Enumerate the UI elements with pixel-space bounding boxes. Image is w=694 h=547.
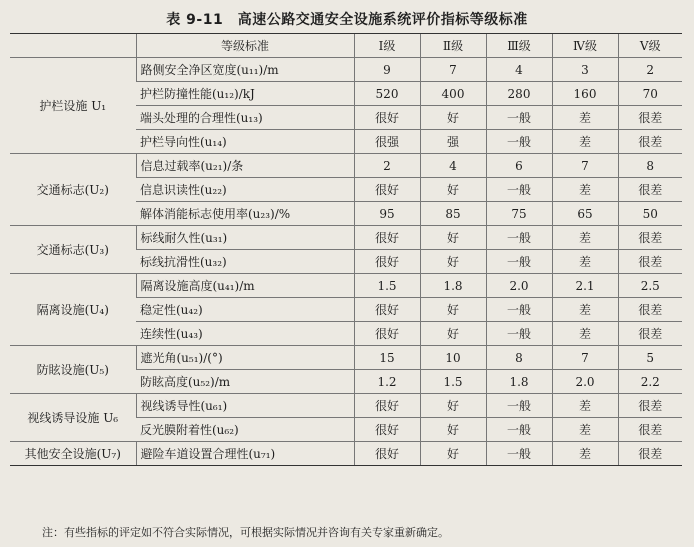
grade-1-value-cell: 很好 xyxy=(354,322,420,346)
grade-4-value-cell: 差 xyxy=(552,130,618,154)
grade-2-value-cell: 好 xyxy=(420,106,486,130)
table-row xyxy=(10,442,682,466)
grade-2-value-cell: 好 xyxy=(420,250,486,274)
grade-2-value-cell: 1.5 xyxy=(420,370,486,394)
table-row xyxy=(10,58,682,82)
grade-2-value-cell: 好 xyxy=(420,226,486,250)
grade-4-value-cell: 2.0 xyxy=(552,370,618,394)
indicator-cell: 遮光角(u₅₁)/(°) xyxy=(136,346,354,370)
grade-3-value-cell: 一般 xyxy=(486,106,552,130)
grade-4-value-cell: 差 xyxy=(552,226,618,250)
grade-1-value-cell: 9 xyxy=(354,58,420,82)
grade-2-value-cell: 好 xyxy=(420,178,486,202)
indicator-cell: 连续性(u₄₃) xyxy=(136,322,354,346)
grade-1-value-cell: 520 xyxy=(354,82,420,106)
grade-1-value-cell: 2 xyxy=(354,154,420,178)
grade-3-value-cell: 4 xyxy=(486,58,552,82)
grade-4-value-cell: 7 xyxy=(552,346,618,370)
grade-4-value-cell: 7 xyxy=(552,154,618,178)
grade-2-value-cell: 好 xyxy=(420,298,486,322)
table-row xyxy=(10,226,682,250)
indicator-cell: 防眩高度(u₅₂)/m xyxy=(136,370,354,394)
indicator-cell: 避险车道设置合理性(u₇₁) xyxy=(136,442,354,466)
grade-3-value-cell: 1.8 xyxy=(486,370,552,394)
indicator-cell: 路侧安全净区宽度(u₁₁)/m xyxy=(136,58,354,82)
grade-1-value-cell: 很好 xyxy=(354,394,420,418)
grade-5-value-cell: 50 xyxy=(618,202,682,226)
grade-4-value-cell: 差 xyxy=(552,298,618,322)
grade-4-value-cell: 差 xyxy=(552,250,618,274)
indicator-cell: 护栏导向性(u₁₄) xyxy=(136,130,354,154)
grade-3-value-cell: 75 xyxy=(486,202,552,226)
grade-5-value-cell: 8 xyxy=(618,154,682,178)
header-grade-3: Ⅲ级 xyxy=(486,34,552,58)
grade-2-value-cell: 好 xyxy=(420,322,486,346)
indicator-cell: 信息识读性(u₂₂) xyxy=(136,178,354,202)
grade-1-value-cell: 很好 xyxy=(354,250,420,274)
indicator-cell: 反光膜附着性(u₆₂) xyxy=(136,418,354,442)
header-grade-4: Ⅳ级 xyxy=(552,34,618,58)
header-grade-5: Ⅴ级 xyxy=(618,34,682,58)
grade-5-value-cell: 很差 xyxy=(618,394,682,418)
grade-5-value-cell: 很差 xyxy=(618,178,682,202)
table-row xyxy=(10,274,682,298)
grade-5-value-cell: 2 xyxy=(618,58,682,82)
grade-3-value-cell: 一般 xyxy=(486,394,552,418)
header-row xyxy=(10,34,682,58)
table-row xyxy=(10,394,682,418)
table-row xyxy=(10,154,682,178)
grade-4-value-cell: 差 xyxy=(552,442,618,466)
category-cell: 交通标志(U₃) xyxy=(10,226,136,274)
category-cell: 防眩设施(U₅) xyxy=(10,346,136,394)
grade-2-value-cell: 好 xyxy=(420,394,486,418)
grade-3-value-cell: 一般 xyxy=(486,298,552,322)
grade-1-value-cell: 很好 xyxy=(354,226,420,250)
grade-5-value-cell: 很差 xyxy=(618,130,682,154)
header-grade-2: Ⅱ级 xyxy=(420,34,486,58)
header-indicator-cell: 等级标准 xyxy=(136,34,354,58)
category-cell: 隔离设施(U₄) xyxy=(10,274,136,346)
grade-1-value-cell: 很好 xyxy=(354,106,420,130)
indicator-cell: 隔离设施高度(u₄₁)/m xyxy=(136,274,354,298)
grade-2-value-cell: 好 xyxy=(420,442,486,466)
header-category-cell xyxy=(10,34,136,58)
grade-1-value-cell: 1.2 xyxy=(354,370,420,394)
grade-3-value-cell: 280 xyxy=(486,82,552,106)
grade-1-value-cell: 很好 xyxy=(354,298,420,322)
header-grade-1: Ⅰ级 xyxy=(354,34,420,58)
grade-5-value-cell: 很差 xyxy=(618,322,682,346)
indicator-cell: 护栏防撞性能(u₁₂)/kJ xyxy=(136,82,354,106)
grade-2-value-cell: 1.8 xyxy=(420,274,486,298)
grade-4-value-cell: 差 xyxy=(552,322,618,346)
indicator-cell: 标线抗滑性(u₃₂) xyxy=(136,250,354,274)
grade-5-value-cell: 很差 xyxy=(618,226,682,250)
table-note: 注：有些指标的评定如不符合实际情况，可根据实际情况并咨询有关专家重新确定。 xyxy=(42,526,449,539)
grade-1-value-cell: 很好 xyxy=(354,418,420,442)
grade-4-value-cell: 3 xyxy=(552,58,618,82)
grade-2-value-cell: 强 xyxy=(420,130,486,154)
table-title: 表 9-11 高速公路交通安全设施系统评价指标等级标准 xyxy=(166,12,528,28)
grade-1-value-cell: 很好 xyxy=(354,178,420,202)
grade-5-value-cell: 很差 xyxy=(618,418,682,442)
grade-4-value-cell: 差 xyxy=(552,106,618,130)
grade-4-value-cell: 差 xyxy=(552,394,618,418)
grade-1-value-cell: 很强 xyxy=(354,130,420,154)
indicator-cell: 标线耐久性(u₃₁) xyxy=(136,226,354,250)
grade-3-value-cell: 6 xyxy=(486,154,552,178)
grade-5-value-cell: 很差 xyxy=(618,106,682,130)
grade-5-value-cell: 2.5 xyxy=(618,274,682,298)
grade-3-value-cell: 8 xyxy=(486,346,552,370)
grade-2-value-cell: 85 xyxy=(420,202,486,226)
grade-3-value-cell: 一般 xyxy=(486,226,552,250)
indicator-cell: 稳定性(u₄₂) xyxy=(136,298,354,322)
grade-5-value-cell: 70 xyxy=(618,82,682,106)
grade-5-value-cell: 很差 xyxy=(618,442,682,466)
grade-3-value-cell: 一般 xyxy=(486,322,552,346)
category-cell: 护栏设施 U₁ xyxy=(10,58,136,154)
grade-2-value-cell: 4 xyxy=(420,154,486,178)
table-row xyxy=(10,346,682,370)
category-cell: 视线诱导设施 U₆ xyxy=(10,394,136,442)
grade-3-value-cell: 一般 xyxy=(486,178,552,202)
category-cell: 交通标志(U₂) xyxy=(10,154,136,226)
grade-1-value-cell: 15 xyxy=(354,346,420,370)
grade-5-value-cell: 2.2 xyxy=(618,370,682,394)
grade-4-value-cell: 差 xyxy=(552,178,618,202)
grade-3-value-cell: 一般 xyxy=(486,442,552,466)
grade-5-value-cell: 很差 xyxy=(618,250,682,274)
grade-4-value-cell: 2.1 xyxy=(552,274,618,298)
grade-1-value-cell: 很好 xyxy=(354,442,420,466)
indicator-cell: 端头处理的合理性(u₁₃) xyxy=(136,106,354,130)
category-cell: 其他安全设施(U₇) xyxy=(10,442,136,466)
indicator-cell: 解体消能标志使用率(u₂₃)/% xyxy=(136,202,354,226)
grade-3-value-cell: 一般 xyxy=(486,130,552,154)
grading-standard-table xyxy=(10,33,682,466)
grade-2-value-cell: 7 xyxy=(420,58,486,82)
grade-2-value-cell: 400 xyxy=(420,82,486,106)
grade-1-value-cell: 95 xyxy=(354,202,420,226)
grade-4-value-cell: 差 xyxy=(552,418,618,442)
grade-4-value-cell: 65 xyxy=(552,202,618,226)
grade-5-value-cell: 很差 xyxy=(618,298,682,322)
grade-3-value-cell: 一般 xyxy=(486,250,552,274)
grade-5-value-cell: 5 xyxy=(618,346,682,370)
grade-1-value-cell: 1.5 xyxy=(354,274,420,298)
grade-2-value-cell: 好 xyxy=(420,418,486,442)
indicator-cell: 视线诱导性(u₆₁) xyxy=(136,394,354,418)
grade-2-value-cell: 10 xyxy=(420,346,486,370)
grade-4-value-cell: 160 xyxy=(552,82,618,106)
grade-3-value-cell: 一般 xyxy=(486,418,552,442)
indicator-cell: 信息过载率(u₂₁)/条 xyxy=(136,154,354,178)
grade-3-value-cell: 2.0 xyxy=(486,274,552,298)
